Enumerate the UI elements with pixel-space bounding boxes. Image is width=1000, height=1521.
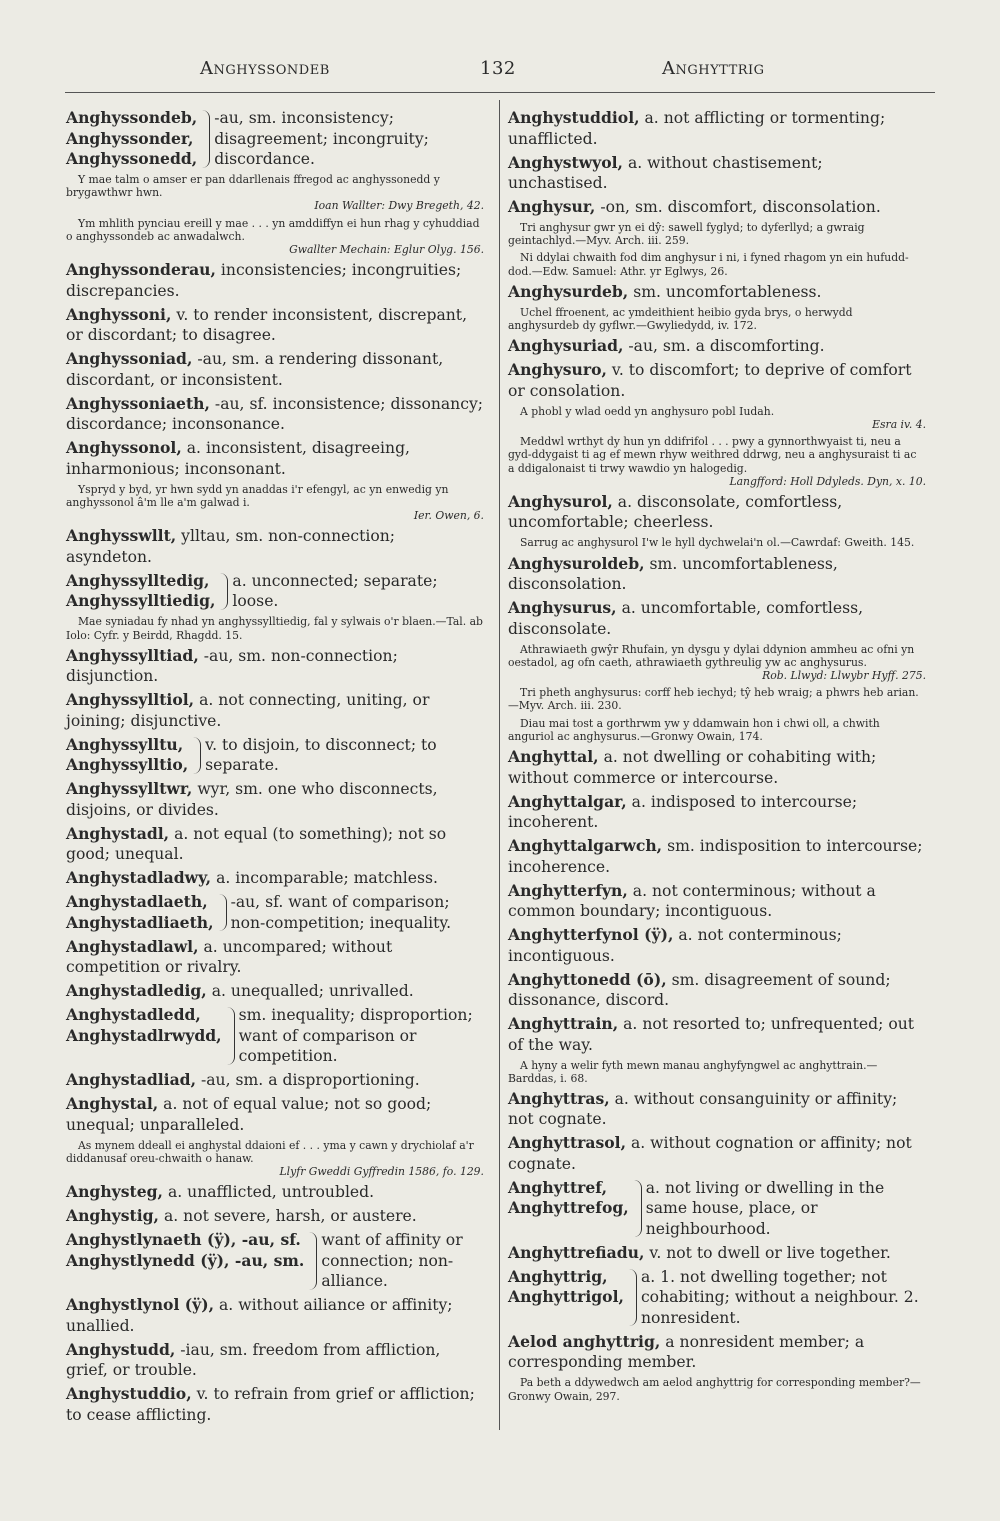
headword: Anghyttrigol, bbox=[508, 1287, 624, 1307]
dictionary-entry bbox=[508, 1332, 926, 1373]
headword: Anghytterfyn, bbox=[508, 880, 628, 900]
headword: Anghyttal, bbox=[508, 747, 599, 767]
dictionary-entry bbox=[66, 438, 484, 479]
definition: wyr, sm. one who disconnects, disjoins, or divides. bbox=[66, 780, 438, 819]
definition: a. disconsolate, comfortless, uncomfortable; cheerless. bbox=[508, 492, 843, 532]
grouped-entry bbox=[66, 1230, 484, 1292]
headword: Anghyttrefog, bbox=[508, 1198, 629, 1218]
definition: a. not conterminous; without a common boundary; incontiguous. bbox=[508, 881, 876, 921]
dictionary-entry bbox=[66, 1182, 484, 1203]
headword: Anghysurdeb, bbox=[508, 281, 629, 301]
quote-text: As mynem ddeall ei anghystal ddaioni ef . . . yma y cawn y drychiolaf a'r diddanusaf oreu-chwaith o hanaw. bbox=[66, 1138, 474, 1165]
headword: Anghystwyol, bbox=[508, 152, 623, 172]
definition: a. without cognation or affinity; not cognate. bbox=[508, 1134, 912, 1173]
headword-group bbox=[66, 1230, 304, 1292]
dictionary-entry bbox=[66, 394, 484, 435]
quote-source: Esra iv. 4. bbox=[872, 417, 926, 431]
dictionary-entry bbox=[66, 260, 484, 301]
headword-group bbox=[508, 1267, 624, 1329]
citation-quote bbox=[508, 435, 926, 488]
definition: a. without ailiance or affinity; unallied. bbox=[66, 1296, 453, 1335]
headword: Anghyttref, bbox=[508, 1177, 608, 1197]
headword: Anghysuriad, bbox=[508, 336, 624, 356]
quote-text: Tri anghysur gwr yn ei dŷ: sawell fyglyd; to dyferllyd; a gwraig geintachlyd.—Myv. Arch. iii. 259. bbox=[508, 221, 865, 248]
definition: ylltau, sm. non-connection; asyndeton. bbox=[66, 527, 396, 566]
definition: -au, sf. inconsistence; dissonancy; discordance; inconsonance. bbox=[66, 394, 484, 434]
grouped-entry bbox=[66, 892, 484, 933]
definition: a. not equal (to something); not so good; unequal. bbox=[66, 824, 447, 864]
definition: -au, sf. want of comparison; non-competition; inequality. bbox=[230, 893, 452, 932]
brace-mark bbox=[626, 1269, 637, 1327]
headword: Anghyssoniaeth, bbox=[66, 393, 210, 413]
headword: Anghyssondeb, bbox=[66, 108, 198, 127]
quote-text: A hyny a welir fyth mewn manau anghyfyngwel ac anghyttrain.—Barddas, i. 68. bbox=[508, 1058, 878, 1085]
definition: inconsistencies; incongruities; discrepancies. bbox=[66, 261, 462, 300]
headword: Anghyssoniad, bbox=[66, 349, 193, 369]
headword: Anghystudd, bbox=[66, 1339, 176, 1359]
grouped-entry bbox=[66, 735, 484, 776]
definition: v. to disjoin, to disconnect; to separate. bbox=[205, 735, 437, 775]
headword-group bbox=[66, 735, 188, 776]
headword: Anghystadliad, bbox=[66, 1070, 197, 1090]
headword: Anghyssylltwr, bbox=[66, 779, 193, 799]
quote-source: Gwallter Mechain: Eglur Olyg. 156. bbox=[289, 243, 484, 257]
headword: Anghysuro, bbox=[508, 360, 607, 380]
left-column bbox=[66, 108, 484, 1429]
grouped-entry bbox=[508, 1178, 926, 1240]
grouped-entry bbox=[66, 571, 484, 612]
headword: Anghyttrasol, bbox=[508, 1133, 626, 1153]
definition: sm. uncomfortableness, disconsolation. bbox=[508, 554, 838, 594]
headword: Anghyssylltu, bbox=[66, 734, 184, 754]
header-rule bbox=[65, 92, 935, 93]
dictionary-entry bbox=[508, 1133, 926, 1174]
grouped-entry bbox=[508, 1267, 926, 1329]
headword: Anghystlynol (ÿ), bbox=[66, 1295, 215, 1315]
headword: Anghyssylltedig, bbox=[66, 570, 210, 590]
dictionary-entry bbox=[508, 554, 926, 595]
dictionary-entry bbox=[66, 937, 484, 978]
quote-text: Mae syniadau fy nhad yn anghyssylltiedig, fal y sylwais o'r blaen.—Tal. ab Iolo: Cyfr. y Beirdd, Rhagdd. 15. bbox=[66, 615, 483, 642]
headword: Anghyssylltio, bbox=[66, 755, 189, 775]
quote-text: Ni ddylai chwaith fod dim anghysur i ni, i fyned rhagom yn ein hufudd-dod.—Edw. Samuel: Athr. yr Eglwys, 26. bbox=[508, 251, 909, 278]
dictionary-entry bbox=[508, 792, 926, 833]
headword: Anghystuddiol, bbox=[508, 108, 640, 127]
definition: a. uncompared; without competition or rivalry. bbox=[66, 937, 393, 977]
definition: a. without chastisement; unchastised. bbox=[508, 153, 823, 192]
citation-quote bbox=[66, 173, 484, 213]
definition: a. uncomfortable, comfortless, disconsolate. bbox=[508, 599, 864, 638]
citation-quote bbox=[508, 1376, 926, 1402]
citation-quote bbox=[508, 251, 926, 277]
dictionary-entry bbox=[66, 1384, 484, 1425]
dictionary-entry bbox=[66, 646, 484, 687]
headword: Anghyttalgarwch, bbox=[508, 836, 663, 856]
running-head-left: Anghyssondeb bbox=[200, 58, 330, 79]
quote-text: Diau mai tost a gorthrwm yw y ddamwain hon i chwi oll, a chwith anguriol ac anghysurus.—Gronwy Owain, 174. bbox=[508, 716, 880, 743]
citation-quote bbox=[508, 405, 926, 431]
brace-mark bbox=[216, 894, 227, 931]
headword: Anghystadledd, bbox=[66, 1005, 201, 1025]
headword: Anghysteg, bbox=[66, 1182, 163, 1202]
definition: a. not of equal value; not so good; unequal; unparalleled. bbox=[66, 1095, 432, 1134]
headword: Anghystig, bbox=[66, 1206, 159, 1226]
headword: Anghystadliaeth, bbox=[66, 912, 214, 932]
dictionary-entry bbox=[66, 981, 484, 1002]
definition: want of affinity or connection; non-alliance. bbox=[321, 1231, 463, 1291]
brace-mark bbox=[224, 1007, 235, 1065]
definition: -au, sm. non-connection; disjunction. bbox=[66, 646, 398, 686]
brace-mark bbox=[306, 1232, 317, 1290]
headword: Anghystuddio, bbox=[66, 1384, 192, 1404]
citation-quote bbox=[66, 1139, 484, 1179]
definition: -au, sm. a discomforting. bbox=[628, 337, 825, 356]
quote-text: Meddwl wrthyt dy hun yn ddifrifol . . . pwy a gynnorthwyaist ti, neu a gyd-ddygaist ti ag ef mewn rhyw weithred ddrwg, neu a anghysuraist ti ac a ddigalonaist ti trwy wawdio yn halogedig. bbox=[508, 435, 917, 475]
dictionary-entry bbox=[508, 1089, 926, 1130]
citation-quote bbox=[508, 306, 926, 332]
headword-group bbox=[66, 571, 215, 612]
headword-group bbox=[508, 1178, 629, 1240]
page-number: 132 bbox=[480, 58, 516, 79]
citation-quote bbox=[66, 483, 484, 523]
dictionary-entry bbox=[508, 108, 926, 149]
definition: sm. disagreement of sound; dissonance, discord. bbox=[508, 970, 891, 1010]
dictionary-entry bbox=[508, 1243, 926, 1264]
quote-text: Sarrug ac anghysurol I'w le hyll dychwelai'n ol.—Cawrdaf: Gweith. 145. bbox=[520, 536, 915, 550]
grouped-entry bbox=[66, 108, 484, 170]
headword: Anghystadlawl, bbox=[66, 936, 199, 956]
dictionary-entry bbox=[66, 824, 484, 865]
definition: a. not afflicting or tormenting; unafflicted. bbox=[508, 109, 886, 148]
headword-group bbox=[66, 108, 197, 170]
quote-text: Ym mhlith pynciau ereill y mae . . . yn amddiffyn ei hun rhag y cyhuddiad o anghyssondeb ac anwadalwch. bbox=[66, 216, 480, 243]
headword: Anghyssoni, bbox=[66, 304, 172, 324]
headword-group bbox=[66, 892, 214, 933]
dictionary-entry bbox=[66, 1206, 484, 1227]
dictionary-entry bbox=[508, 598, 926, 639]
quote-text: A phobl y wlad oedd yn anghysuro pobl Iudah. bbox=[520, 404, 775, 418]
headword: Anghysurol, bbox=[508, 491, 613, 511]
dictionary-entry bbox=[508, 360, 926, 401]
definition: v. to render inconsistent, discrepant, or discordant; to disagree. bbox=[66, 305, 468, 345]
brace-mark bbox=[190, 737, 201, 774]
quote-text: Tri pheth anghysurus: corff heb iechyd; tŷ heb wraig; a phwrs heb arian.—Myv. Arch. iii. 230. bbox=[508, 686, 919, 713]
citation-quote bbox=[508, 1059, 926, 1085]
dictionary-entry bbox=[508, 153, 926, 194]
dictionary-entry bbox=[508, 282, 926, 303]
dictionary-entry bbox=[508, 836, 926, 877]
headword: Anghyttrefiadu, bbox=[508, 1242, 645, 1262]
quote-source: Ioan Wallter: Dwy Bregeth, 42. bbox=[314, 199, 484, 213]
definition: sm. indisposition to intercourse; incoherence. bbox=[508, 837, 923, 876]
dictionary-entry bbox=[508, 492, 926, 533]
definition: a. not severe, harsh, or austere. bbox=[163, 1207, 417, 1226]
dictionary-entry bbox=[508, 197, 926, 218]
headword: Aelod anghyttrig, bbox=[508, 1331, 661, 1351]
definition: -au, sm. a rendering dissonant, discordant, or inconsistent. bbox=[66, 350, 444, 389]
definition: a. inconsistent, disagreeing, inharmonious; inconsonant. bbox=[66, 439, 411, 478]
citation-quote bbox=[508, 643, 926, 683]
citation-quote bbox=[66, 217, 484, 257]
headword: Anghystadlaeth, bbox=[66, 892, 208, 912]
headword: Anghystlynedd (ÿ), -au, sm. bbox=[66, 1250, 305, 1270]
definition: a. without consanguinity or affinity; not cognate. bbox=[508, 1089, 898, 1129]
right-column bbox=[508, 108, 926, 1407]
headword: Anghyttalgar, bbox=[508, 791, 627, 811]
dictionary-entry bbox=[66, 1094, 484, 1135]
dictionary-entry bbox=[66, 305, 484, 346]
headword-group bbox=[66, 1005, 222, 1067]
definition: a. 1. not dwelling together; not cohabiting; without a neighbour. 2. nonresident. bbox=[640, 1267, 919, 1327]
definition: a. not connecting, uniting, or joining; disjunctive. bbox=[66, 691, 430, 730]
definition: a. indisposed to intercourse; incoherent. bbox=[508, 792, 858, 832]
definition: -au, sm. a disproportioning. bbox=[200, 1071, 420, 1090]
dictionary-entry bbox=[66, 1295, 484, 1336]
column-divider bbox=[499, 100, 500, 1430]
quote-source: Langfford: Holl Ddyleds. Dyn, x. 10. bbox=[729, 474, 926, 488]
citation-quote bbox=[508, 686, 926, 712]
definition: v. not to dwell or live together. bbox=[649, 1243, 891, 1262]
headword: Anghysuroldeb, bbox=[508, 553, 645, 573]
definition: a. not dwelling or cohabiting with; without commerce or intercourse. bbox=[508, 748, 877, 787]
quote-text: Uchel ffroenent, ac ymdeithient heibio gyda brys, o herwydd anghysurdeb dy gyflwr.—Gwyliedydd, iv. 172. bbox=[508, 305, 853, 333]
citation-quote bbox=[508, 717, 926, 743]
headword: Anghyttrain, bbox=[508, 1014, 619, 1034]
quote-text: Y mae talm o amser er pan ddarllenais ffregod ac anghyssonedd y brygawthwr hwn. bbox=[66, 173, 440, 200]
dictionary-entry bbox=[508, 747, 926, 788]
quote-text: Athrawiaeth gwŷr Rhufain, yn dysgu y dylai ddynion ammheu ac ofni yn oestadol, ag ofn caeth, athrawiaeth gythreulig yw ac anghysurus. bbox=[508, 642, 915, 669]
definition: a. unconnected; separate; loose. bbox=[232, 571, 438, 611]
headword: Anghyssonderau, bbox=[66, 260, 216, 280]
headword: Anghyssylltiedig, bbox=[66, 591, 216, 611]
quote-text: Pa beth a ddywedwch am aelod anghyttrig for corresponding member?—Gronwy Owain, 297. bbox=[508, 1376, 921, 1403]
quote-source: Ier. Owen, 6. bbox=[413, 509, 484, 523]
citation-quote bbox=[508, 536, 926, 549]
definition: -iau, sm. freedom from affliction, grief, or trouble. bbox=[66, 1340, 441, 1380]
headword: Anghystadladwy, bbox=[66, 868, 212, 888]
brace-mark bbox=[217, 573, 228, 610]
quote-text: Yspryd y byd, yr hwn sydd yn anaddas i'r efengyl, ac yn enwedig yn anghyssonol â'm lle a'm galwad i. bbox=[66, 482, 449, 509]
quote-source: Rob. Llwyd: Llwybr Hyff. 275. bbox=[762, 669, 926, 683]
headword: Anghyssonedd, bbox=[66, 149, 198, 168]
headword: Anghystal, bbox=[66, 1094, 159, 1114]
headword: Anghystlynaeth (ÿ), -au, sf. bbox=[66, 1230, 301, 1250]
headword: Anghyssylltiol, bbox=[66, 690, 195, 710]
brace-mark bbox=[631, 1180, 642, 1238]
definition: a. not resorted to; unfrequented; out of the way. bbox=[508, 1015, 915, 1054]
definition: a. unequalled; unrivalled. bbox=[211, 982, 414, 1001]
headword: Anghyssonol, bbox=[66, 438, 182, 458]
headword: Anghyssylltiad, bbox=[66, 645, 199, 665]
brace-mark bbox=[199, 110, 210, 168]
definition: v. to refrain from grief or affliction; to cease afflicting. bbox=[66, 1385, 475, 1424]
running-head-right: Anghyttrig bbox=[662, 58, 765, 79]
dictionary-entry bbox=[508, 1014, 926, 1055]
definition: -au, sm. inconsistency; disagreement; incongruity; discordance. bbox=[214, 109, 429, 168]
headword: Anghyttras, bbox=[508, 1088, 610, 1108]
grouped-entry bbox=[66, 1005, 484, 1067]
headword: Anghystadl, bbox=[66, 823, 170, 843]
headword: Anghyttonedd (ō), bbox=[508, 969, 667, 989]
headword: Anghyssonder, bbox=[66, 128, 194, 148]
citation-quote bbox=[508, 221, 926, 247]
definition: a. not living or dwelling in the same house, place, or neighbourhood. bbox=[645, 1178, 885, 1238]
headword: Anghytterfynol (ÿ), bbox=[508, 925, 674, 945]
citation-quote bbox=[66, 615, 484, 641]
definition: sm. inequality; disproportion; want of comparison or competition. bbox=[238, 1006, 473, 1066]
dictionary-entry bbox=[66, 779, 484, 820]
dictionary-entry bbox=[508, 970, 926, 1011]
definition: -on, sm. discomfort, disconsolation. bbox=[600, 198, 881, 216]
definition: a nonresident member; a corresponding member. bbox=[508, 1332, 865, 1372]
dictionary-entry bbox=[66, 690, 484, 731]
dictionary-entry bbox=[66, 526, 484, 567]
headword: Anghystadlrwydd, bbox=[66, 1025, 222, 1045]
definition: sm. uncomfortableness. bbox=[633, 282, 822, 301]
headword: Anghystadledig, bbox=[66, 981, 207, 1001]
dictionary-entry bbox=[66, 1340, 484, 1381]
dictionary-entry bbox=[66, 868, 484, 889]
dictionary-entry bbox=[66, 1070, 484, 1091]
headword: Anghysurus, bbox=[508, 598, 617, 618]
definition: a. not conterminous; incontiguous. bbox=[508, 926, 842, 965]
headword: Anghysswllt, bbox=[66, 526, 177, 546]
dictionary-entry bbox=[66, 349, 484, 390]
definition: a. incomparable; matchless. bbox=[216, 869, 438, 888]
dictionary-entry bbox=[508, 881, 926, 922]
definition: v. to discomfort; to deprive of comfort or consolation. bbox=[508, 361, 912, 400]
headword: Anghysur, bbox=[508, 197, 596, 216]
dictionary-entry bbox=[508, 925, 926, 966]
dictionary-entry bbox=[508, 336, 926, 357]
quote-source: Llyfr Gweddi Gyffredin 1586, fo. 129. bbox=[279, 1165, 484, 1179]
definition: a. unafflicted, untroubled. bbox=[167, 1183, 375, 1202]
headword: Anghyttrig, bbox=[508, 1266, 608, 1286]
